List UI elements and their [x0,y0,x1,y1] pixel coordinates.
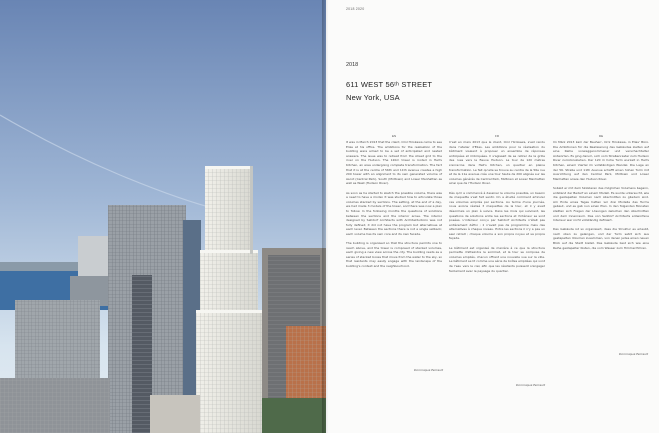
body-paragraph: The building is organised so that the structure permits one to reach above, and the tower is composed of stacked volumes, each giving a new view across the city. The building reads as a series of stacked boxes that move from the water to the sky, so that residents may easily engage with the landscape of the building's context and the neighbourhood. [346,241,442,269]
text-column-german [553,140,649,255]
text-column-french [449,140,545,278]
column-language-label: EN [392,134,397,138]
body-paragraph: Le bâtiment est organisé de manière à ce que la structure permette d'atteindre le sommet, et la tour se compose de volumes empilés, chacun offrant une nouvelle vue sur la ville. Le bâtiment se lit comme une série de boîtes empilées qui vont de l'eau vers le ciel, afin que les résidents puissent s'engager facilement avec le paysage du quartier. [449,245,545,273]
body-paragraph: Sobald er mit dem Skizzieren des möglichen Volumens begann, entstand der Bedarf an einem Modell. Es wurde untersucht, wie die gestapelten Volumen nach Abschnitten zu gliedern sind. Am Ende eines Tages hatten wir drei Modelle des Turms gebaut, und es gab nun einen Plan. In den folgenden Monaten stellten sich Fragen der Lösungen zwischen den Abschnitten und dem Innenraum. Das von Selldorf Architects entworfene Interieur war nicht vollständig definiert. [553,185,649,223]
body-paragraph: It was in March 2013 that the client, Ornl Hirokawa came to see Elias at his office. The ambitions for the realisation of the building were aimed to be a set of anticipated and nested answers. The issue was to retreat from the street grid to the river on the Hudson. The 120m tower is rooted in Hell's Kitchen, an area undergoing complete transformation. The fact that it is at the centre of 56th and 11th Avenue creates a high 200 tower with an alignment to its own generated volume of Ascot (Central Park), South (Midtown) and Lower Manhattan as well as West (Hudson River). [346,140,442,186]
body-paragraph: C'est en mars 2013 que le client, Ornl Hirokawa, s'est rendu dans l'atelier d'Elias. Les ambitions pour la réalisation du bâtiment visaient à proposer un ensemble de réponses anticipées et imbriquées. Il s'agissait de se retirer de la grille des rues vers le fleuve Hudson. La tour de 120 mètres s'enracine dans Hell's Kitchen, un quartier en pleine transformation. Le fait qu'elle se trouve au centre de la 56e rue et de la 11e avenue crée une tour haute de 200 alignée sur les volumes générés de Central Park, Midtown et Lower Manhattan ainsi que de l'Hudson River. [449,140,545,186]
building-photo [0,0,326,433]
author-signature: Dominique Perrault [414,368,444,372]
foreground-roof-texture [0,378,110,433]
text-page [328,0,659,433]
foreground-low-building [150,395,200,433]
body-paragraph: Dès qu'il a commencé à dessiner le volume possible, un besoin de maquette s'est fait sentir. On a étudié comment articuler ces volumes empilés par sections. Au terme d'une journée, nous avions réalisé 3 maquettes de la tour, et il y avait désormais un plan à suivre. Dans les mois qui suivirent, les questions de solutions entre les sections et l'intérieur se sont posées. L'intérieur conçu par Selldorf Architects n'était pas entièrement défini ; il n'avait pas de programme mais des alternatives à chaque niveau. Entre les sections il n'y a pas un seul retrait ; chaque volume a son propre noyau et sa propre façade. [449,190,545,241]
project-year: 2018 [346,62,359,68]
body-paragraph: Im März 2013 kam der Bauherr, Ornl Hirokawa, in Elias' Büro. Die Ambitionen für die Realisierung des Gebäudes zielten auf eine Reihe vorweggenommener und verschachtelter Antworten. Es ging darum, sich vom Straßenraster zum Hudson River zurückzuziehen. Der 120 m hohe Turm wurzelt in Hell's Kitchen, einem Viertel im vollständigen Wandel. Die Lage an der 56. Straße und 11th Avenue schafft einen hohen Turm mit Ausrichtung auf den Central Park, Midtown und Lower Manhattan sowie den Hudson River. [553,140,649,181]
body-paragraph: Das Gebäude ist so organisiert, dass die Struktur es erlaubt, nach oben zu gelangen, und der Turm setzt sich aus gestapelten Volumen zusammen, von denen jedes einen neuen Blick auf die Stadt bietet. Das Gebäude liest sich wie eine Reihe gestapelter Kisten, die vom Wasser zum Himmel führen. [553,227,649,250]
project-location: New York, USA [346,93,400,102]
running-head: 2018 2020 [346,7,365,11]
text-column-english [346,140,442,273]
author-signature: Dominique Perrault [516,383,546,387]
author-signature: Dominique Perrault [619,352,649,356]
street-trees [262,398,326,433]
main-tower [196,166,262,433]
photo-page [0,0,326,433]
project-title: 611 WEST 56ᵗʰ STREET [346,80,433,89]
body-paragraph: As soon as he started to sketch the possible volume, there was a need to have a model. It was studied how to articulate those volumes stacked by sections. The setting, at the end of a day, we had made 3 models of the tower, and there was now a plan to follow. In the following months the questions of solutions between the sections and the interior arose. The interior designed by Selldorf Architects with Architekturbüro was not fully defined; it did not have the program but alternatives at each level. Between the sections there is not a single setback; each volume has its own core and its own facade. [346,190,442,236]
column-language-label: DE [599,134,604,138]
dark-tower [132,275,152,433]
column-language-label: FR [495,134,499,138]
